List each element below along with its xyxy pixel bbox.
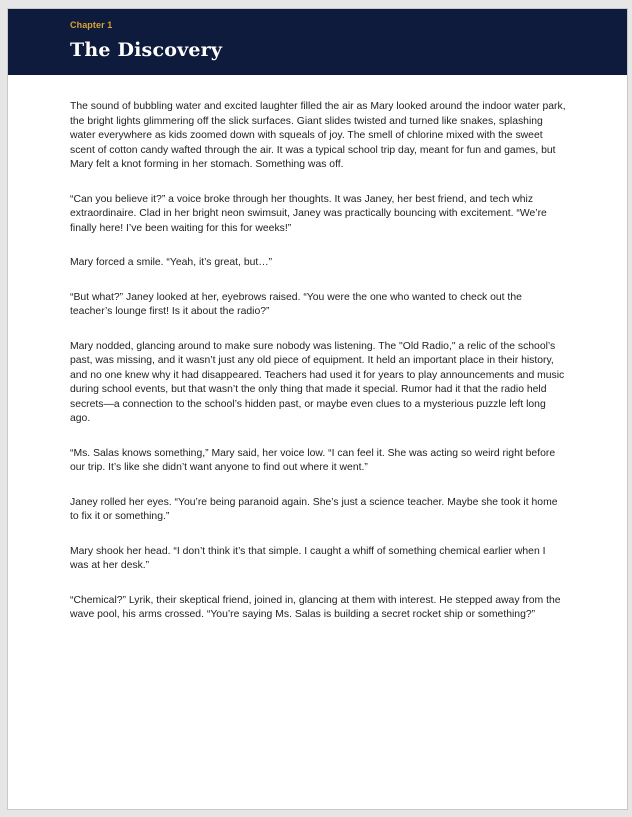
paragraph: Mary forced a smile. “Yeah, it’s great, but…” [70, 257, 273, 268]
paragraph: Janey rolled her eyes. “You’re being paranoid again. She’s just a science teacher. Maybe she took it home to fix it or something.” [70, 496, 558, 522]
paragraph: “But what?” Janey looked at her, eyebrows raised. “You were the one who wanted to check out the teacher’s lounge first! Is it about the radio?” [70, 291, 522, 317]
chapter-body [70, 100, 566, 643]
chapter-label: Chapter 1 [70, 20, 113, 30]
chapter-header-band [8, 9, 627, 75]
chapter-title: The Discovery [70, 39, 223, 61]
paragraph: Mary shook her head. “I don’t think it’s that simple. I caught a whiff of something chemical earlier when I was at her desk.” [70, 545, 546, 571]
paragraph: “Ms. Salas knows something,” Mary said, her voice low. “I can feel it. She was acting so weird right before our trip. It’s like she didn’t want anyone to find out where it went.” [70, 447, 556, 473]
paragraph: Mary nodded, glancing around to make sure nobody was listening. The "Old Radio," a relic of the school’s past, was missing, and it wasn’t just any old piece of equipment. It held an important place in their history, and no one knew why it had disappeared. Teachers had used it for years to play announcements and music during school events, but that wasn’t the only thing that made it special. Rumor had it that the radio held secrets—a connection to the school’s hidden past, or maybe even clues to a mysterious puzzle left long ago. [70, 340, 565, 424]
document-page [7, 8, 628, 810]
paragraph: “Can you believe it?” a voice broke through her thoughts. It was Janey, her best friend, and tech whiz extraordinaire. Clad in her bright neon swimsuit, Janey was practically bouncing with excitement. “We’re finally here! I’ve been waiting for this for weeks!” [70, 193, 547, 234]
paragraph: The sound of bubbling water and excited laughter filled the air as Mary looked around the indoor water park, the bright lights glimmering off the slick surfaces. Giant slides twisted and turned like snakes, splashing water everywhere as kids zoomed down with squeals of joy. The smell of chlorine mixed with the sweet scent of cotton candy wafted through the air. It was a typical school trip day, meant for fun and games, but Mary felt a knot forming in her stomach. Something was off. [70, 101, 566, 170]
paragraph: “Chemical?” Lyrik, their skeptical friend, joined in, glancing at them with interest. He stepped away from the wave pool, his arms crossed. “You’re saying Ms. Salas is building a secret rocket ship or something?” [70, 594, 561, 620]
